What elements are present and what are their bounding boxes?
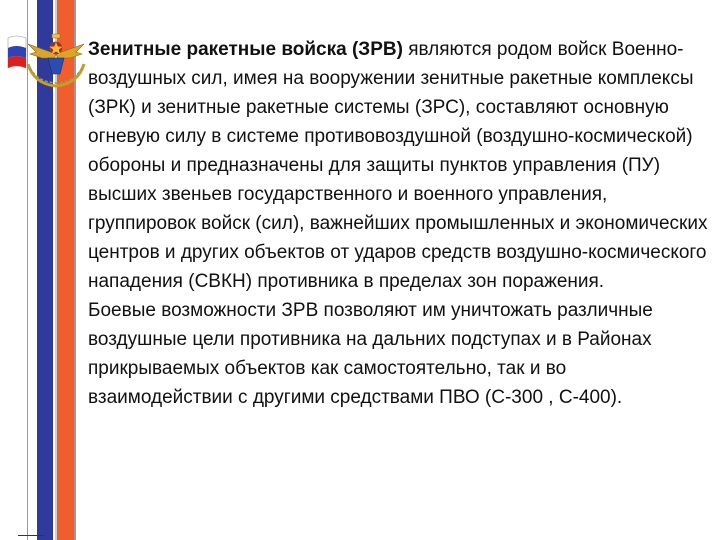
paragraph-2: Боевые возможности ЗРВ позволяют им уничтожать различные воздушные цели противника на дальних подступах и в Районах прикрываемых объектов как самостоятельно, так и во взаимодействии с другими средствами ПВО (С-300 , С-400). (88, 300, 653, 408)
paragraph-1 (88, 35, 716, 296)
body-text (88, 35, 716, 412)
base-line (18, 535, 44, 536)
paragraph-1-text: являются родом войск Военно-воздушных сил, имея на вооружении зенитные ракетные комплексы (ЗРК) и зенитные ракетные системы (ЗРС), составляют основную огневую силу в системе противовоздушной (воздушно-космической) обороны и предназначены для защиты пунктов управления (ПУ) высших звеньев государственного и военного управления, группировок войск (сил), важнейших промышленных и экономических центров и других объектов от ударов средств воздушно-космического нападения (СВКН) противника в пределах зон поражения. (88, 39, 708, 292)
bold-lead: Зенитные ракетные войска (ЗРВ) (88, 39, 403, 60)
russian-air-force-emblem-icon (6, 28, 88, 92)
